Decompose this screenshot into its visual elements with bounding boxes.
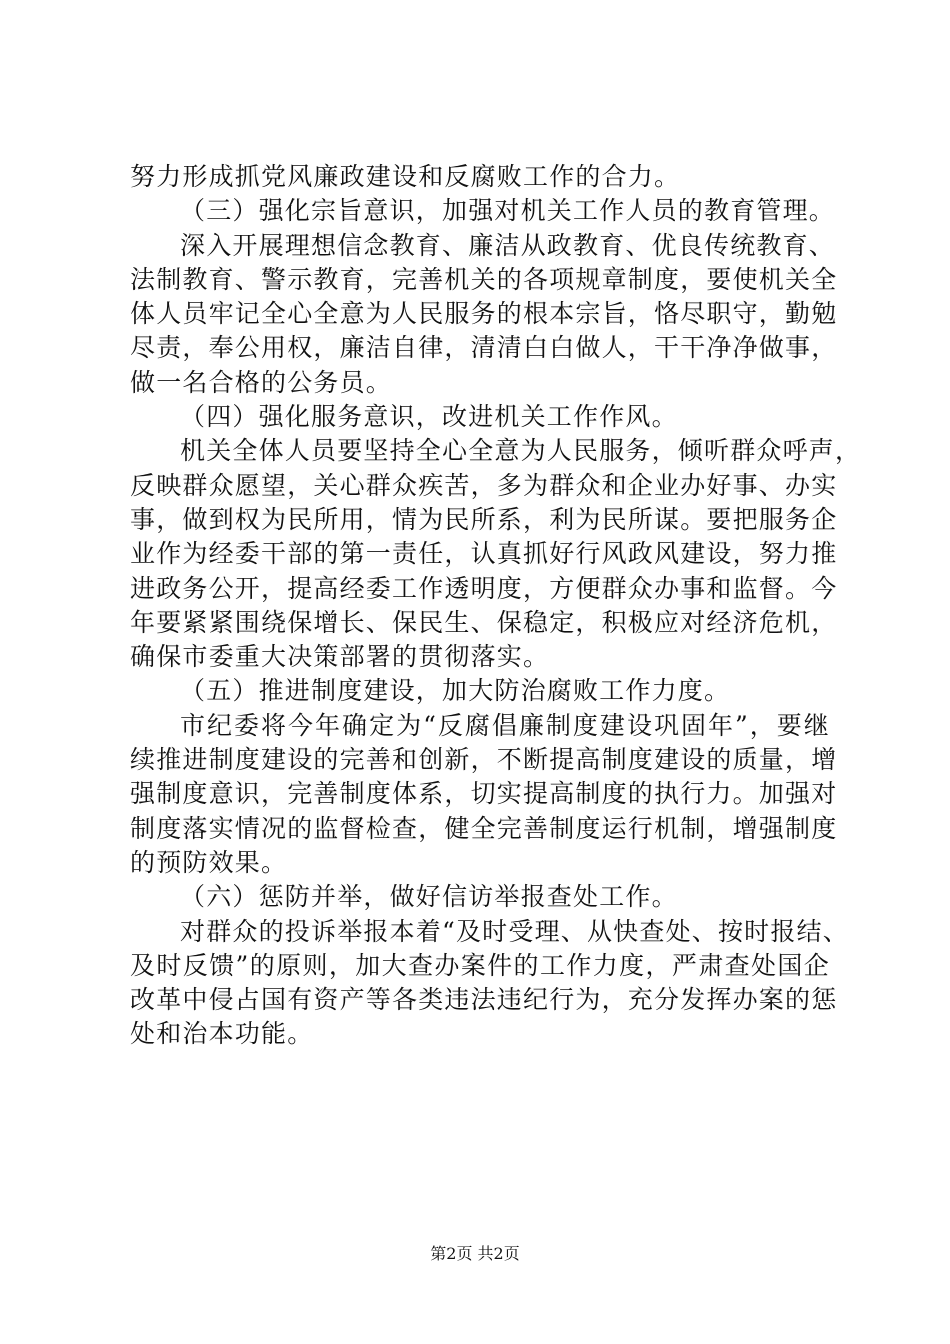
body-line: 业作为经委干部的第一责任，认真抓好行风政风建设，努力推: [130, 539, 838, 569]
body-line: 市纪委将今年确定为“反腐倡廉制度建设巩固年”，要继: [180, 710, 830, 740]
section-heading-5: （五）推进制度建设，加大防治腐败工作力度。: [180, 676, 731, 706]
document-body: [130, 160, 862, 1052]
body-line: 强制度意识，完善制度体系，切实提高制度的执行力。加强对: [130, 779, 838, 809]
body-line: 改革中侵占国有资产等各类违法违纪行为，充分发挥办案的惩: [130, 985, 838, 1015]
body-line: 年要紧紧围绕保增长、保民生、保稳定，积极应对经济危机，: [130, 607, 838, 637]
body-line: 法制教育、警示教育，完善机关的各项规章制度，要使机关全: [130, 264, 838, 294]
body-line: 尽责，奉公用权，廉洁自律，清清白白做人，干干净净做事，: [130, 333, 838, 363]
section-heading-4: （四）强化服务意识，改进机关工作作风。: [180, 402, 678, 432]
body-line: 进政务公开，提高经委工作透明度，方便群众办事和监督。今: [130, 573, 838, 603]
section-heading-3: （三）强化宗旨意识，加强对机关工作人员的教育管理。: [180, 196, 836, 226]
body-line: 及时反馈”的原则，加大查办案件的工作力度，严肃查处国企: [130, 950, 830, 980]
body-line: 事，做到权为民所用，情为民所系，利为民所谋。要把服务企: [130, 504, 838, 534]
page-number-label: 第2页 共2页: [430, 1244, 520, 1263]
body-line: 机关全体人员要坚持全心全意为人民服务，倾听群众呼声，: [180, 436, 862, 466]
body-line: 的预防效果。: [130, 847, 288, 877]
body-line: 续推进制度建设的完善和创新，不断提高制度建设的质量，增: [130, 745, 838, 775]
page-footer: [0, 1244, 950, 1264]
body-line: 做一名合格的公务员。: [130, 367, 393, 397]
body-line: 对群众的投诉举报本着“及时受理、从快查处、按时报结、: [180, 916, 849, 946]
body-line: 深入开展理想信念教育、廉洁从政教育、优良传统教育、: [180, 230, 836, 260]
body-line: 体人员牢记全心全意为人民服务的根本宗旨，恪尽职守，勤勉: [130, 299, 838, 329]
body-line: 努力形成抓党风廉政建设和反腐败工作的合力。: [130, 162, 681, 191]
body-line: 处和治本功能。: [130, 1019, 314, 1049]
body-line: 制度落实情况的监督检查，健全完善制度运行机制，增强制度: [130, 813, 838, 843]
body-line: 反映群众愿望，关心群众疾苦，多为群众和企业办好事、办实: [130, 470, 838, 500]
body-line: 确保市委重大决策部署的贯彻落实。: [130, 642, 550, 672]
section-heading-6: （六）惩防并举，做好信访举报查处工作。: [180, 882, 678, 912]
